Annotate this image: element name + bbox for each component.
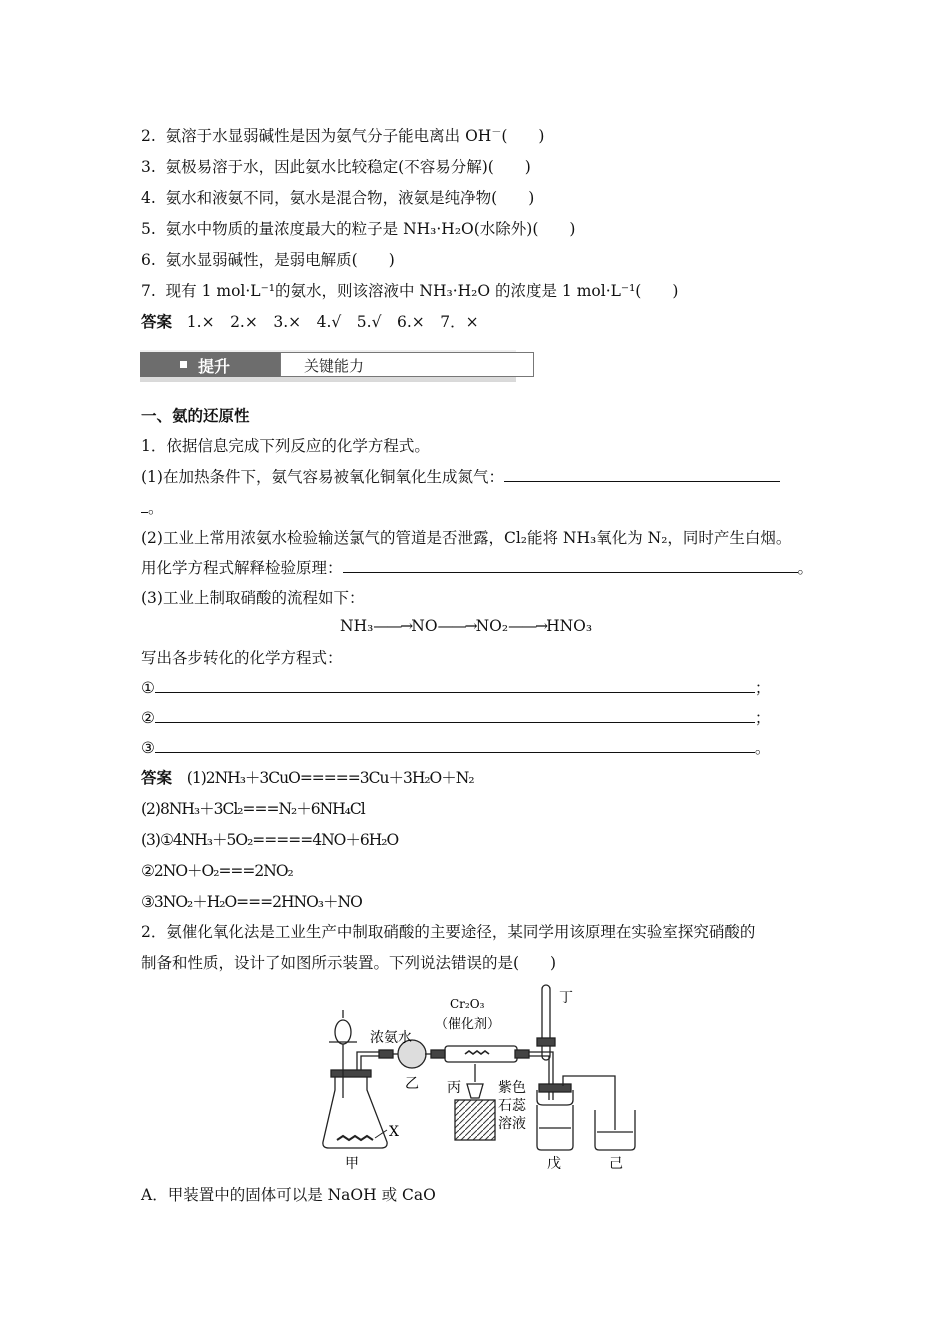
- label-x: X: [389, 1124, 399, 1140]
- judge-item-5: 5. 氨水中物质的量浓度最大的粒子是 NH₃·H₂O(水除外)( ): [141, 220, 576, 238]
- arrow-icon: ——→: [508, 617, 547, 635]
- answer-label: 答案: [141, 769, 173, 787]
- answer-blank[interactable]: [155, 708, 755, 723]
- answer-eq-4: ②2NO＋O₂===2NO₂: [141, 862, 293, 880]
- process-flow: NH₃——→NO——→NO₂——→HNO₃: [340, 617, 593, 635]
- q1-part1: (1)在加热条件下，氨气容易被氧化铜氧化生成氮气：: [141, 467, 780, 487]
- q2-stem-b: 制备和性质，设计了如图所示装置。下列说法错误的是( ): [141, 954, 557, 972]
- judge-item-2: 2. 氨溶于水显弱碱性是因为氨气分子能电离出 OH－( ): [141, 127, 545, 145]
- label-litmus-3: 溶液: [498, 1116, 526, 1132]
- blank-line-1: ① ；: [141, 679, 771, 697]
- q2-option-a: A．甲装置中的固体可以是 NaOH 或 CaO: [141, 1186, 436, 1204]
- label-ammonia: 浓氨水: [370, 1030, 412, 1046]
- answer-eq-3: (3)①4NH₃＋5O₂=====4NO＋6H₂O: [141, 831, 399, 849]
- answer-block-2: 答案 (1)2NH₃＋3CuO=====3Cu＋3H₂O＋N₂: [141, 769, 474, 787]
- apparatus-figure: [315, 980, 655, 1175]
- label-litmus-2: 石蕊: [498, 1098, 526, 1114]
- answer-eq-5: ③3NO₂＋H₂O===2HNO₃＋NO: [141, 893, 362, 911]
- judge-item-4: 4. 氨水和液氨不同，氨水是混合物，液氨是纯净物( ): [141, 189, 535, 207]
- q1-part2b: 用化学方程式解释检验原理： 。: [141, 559, 814, 577]
- banner-left-label: 提升: [198, 357, 231, 376]
- answer-blank[interactable]: [504, 467, 780, 482]
- arrow-icon: ——→: [373, 617, 412, 635]
- label-ding: 丁: [559, 990, 573, 1006]
- label-catalyst-formula: Cr₂O₃: [450, 997, 485, 1011]
- answer-text: 1.× 2.× 3.× 4.√ 5.√ 6.× 7．×: [186, 313, 479, 331]
- answer-label: 答案: [141, 313, 173, 331]
- answer-blank[interactable]: [343, 558, 798, 573]
- judge-item-7: 7. 现有 1 mol·L⁻¹的氨水，则该溶液中 NH₃·H₂O 的浓度是 1 mol·L⁻¹( ): [141, 282, 679, 300]
- judge-item-3: 3. 氨极易溶于水，因此氨水比较稳定(不容易分解)( ): [141, 158, 531, 176]
- blank-line-2: ② ；: [141, 709, 771, 727]
- label-yi: 乙: [405, 1076, 419, 1092]
- label-litmus-1: 紫色: [498, 1080, 526, 1096]
- q1-part1-end: 。: [141, 498, 164, 518]
- label-jia: 甲: [345, 1156, 359, 1172]
- square-bullet-icon: [180, 361, 187, 368]
- arrow-icon: ——→: [437, 617, 476, 635]
- label-bing: 丙: [447, 1080, 461, 1096]
- answer-blank[interactable]: [155, 738, 755, 753]
- banner-right-label: 关键能力: [304, 357, 365, 375]
- section-title: 一、氨的还原性: [141, 407, 250, 425]
- q1-part3: (3)工业上制取硝酸的流程如下：: [141, 589, 365, 607]
- label-ji: 己: [609, 1156, 623, 1172]
- judge-item-6: 6. 氨水显弱碱性，是弱电解质( ): [141, 251, 395, 269]
- answer-block-1: [141, 312, 479, 332]
- q1-part3b: 写出各步转化的化学方程式：: [141, 649, 343, 667]
- section-banner: [140, 350, 516, 382]
- label-wu: 戊: [547, 1156, 561, 1172]
- q1-part2a: (2)工业上常用浓氨水检验输送氯气的管道是否泄露，Cl₂能将 NH₃氧化为 N₂，同时产生白烟。: [141, 529, 792, 547]
- label-catalyst: （催化剂）: [435, 1017, 501, 1032]
- blank-line-3: ③ 。: [141, 739, 771, 757]
- q2-stem-a: 2．氨催化氧化法是工业生产中制取硝酸的主要途径，某同学用该原理在实验室探究硝酸的: [141, 923, 756, 941]
- q1-stem: 1．依据信息完成下列反应的化学方程式。: [141, 437, 430, 455]
- answer-blank[interactable]: [155, 678, 755, 693]
- answer-eq-2: (2)8NH₃＋3Cl₂===N₂＋6NH₄Cl: [141, 800, 365, 818]
